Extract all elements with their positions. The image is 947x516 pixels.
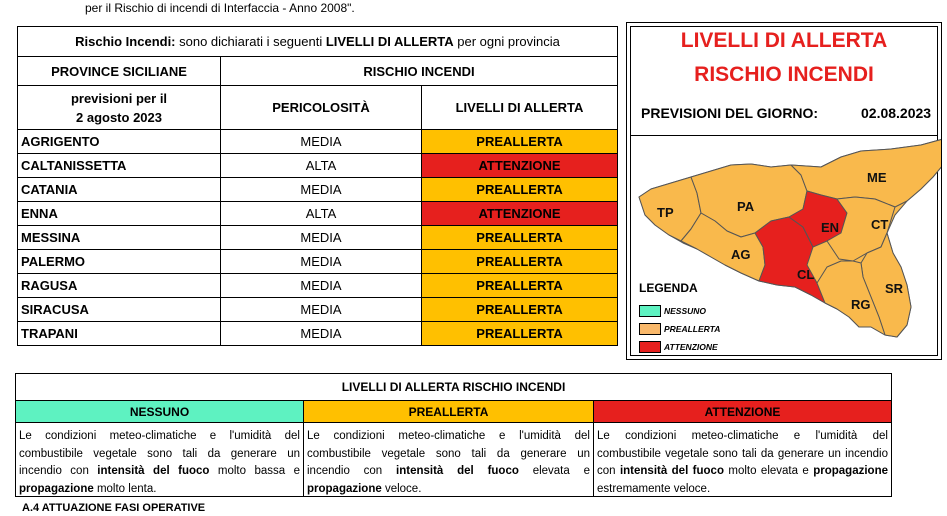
map-label-cl: CL <box>797 267 815 282</box>
desc-attenzione: Le condizioni meteo-climatiche e l'umidità del combustibile vegetale sono tali da generare un incendio con intensità del fuoco molto elevata e propagazione estremamente veloce. <box>597 430 888 495</box>
levels-table-title: LIVELLI DI ALLERTA RISCHIO INCENDI <box>16 374 891 401</box>
danger-cell: ALTA <box>221 202 422 226</box>
map-label-pa: PA <box>737 199 755 214</box>
danger-cell: MEDIA <box>221 298 422 322</box>
danger-cell: ALTA <box>221 154 422 178</box>
header-nessuno: NESSUNO <box>16 401 304 423</box>
map-label-ag: AG <box>731 247 751 262</box>
legend-swatch <box>639 323 661 335</box>
header-preallerta: PREALLERTA <box>304 401 594 423</box>
danger-cell: MEDIA <box>221 226 422 250</box>
table-row <box>18 154 618 178</box>
table-row <box>18 202 618 226</box>
province-cell: SIRACUSA <box>18 298 221 322</box>
alert-summary-panel <box>626 22 942 360</box>
table-row <box>18 130 618 154</box>
province-cell: MESSINA <box>18 226 221 250</box>
panel-divider <box>631 135 937 136</box>
level-cell: PREALLERTA <box>422 322 618 346</box>
level-cell: PREALLERTA <box>422 226 618 250</box>
legend-item-preallerta: PREALLERTA <box>639 323 720 334</box>
intro-text: per il Rischio di incendi di Interfaccia - Anno 2008". <box>85 1 355 15</box>
map-label-tp: TP <box>657 205 674 220</box>
table-row <box>18 298 618 322</box>
danger-cell: MEDIA <box>221 178 422 202</box>
table-row <box>18 250 618 274</box>
danger-cell: MEDIA <box>221 274 422 298</box>
header-livelli: LIVELLI DI ALLERTA <box>422 86 618 130</box>
header-province: PROVINCE SICILIANE <box>18 57 221 86</box>
desc-nessuno: Le condizioni meteo-climatiche e l'umidità del combustibile vegetale sono tali da generare un incendio con intensità del fuoco molto bassa e propagazione molto lenta. <box>16 423 304 496</box>
table-row <box>18 178 618 202</box>
level-cell: ATTENZIONE <box>422 202 618 226</box>
danger-cell: MEDIA <box>221 130 422 154</box>
province-cell: AGRIGENTO <box>18 130 221 154</box>
table-row <box>18 226 618 250</box>
map-label-me: ME <box>867 170 887 185</box>
panel-title-2: RISCHIO INCENDI <box>694 63 874 86</box>
map-label-sr: SR <box>885 281 904 296</box>
forecast-label: PREVISIONI DEL GIORNO: <box>641 105 819 121</box>
danger-cell: MEDIA <box>221 250 422 274</box>
map-label-ct: CT <box>871 217 889 232</box>
province-cell: PALERMO <box>18 250 221 274</box>
level-cell: PREALLERTA <box>422 178 618 202</box>
map-label-en: EN <box>821 220 840 235</box>
province-cell: ENNA <box>18 202 221 226</box>
legend-item-attenzione: ATTENZIONE <box>639 341 718 352</box>
province-cell: CALTANISSETTA <box>18 154 221 178</box>
legend-swatch <box>639 341 661 353</box>
province-cell: RAGUSA <box>18 274 221 298</box>
table-row <box>18 274 618 298</box>
level-cell: PREALLERTA <box>422 130 618 154</box>
legend-item-nessuno: NESSUNO <box>639 305 706 316</box>
forecast-date: 02.08.2023 <box>861 105 932 121</box>
level-cell: PREALLERTA <box>422 274 618 298</box>
table-caption: Rischio Incendi: sono dichiarati i seguenti LIVELLI DI ALLERTA per ogni provincia <box>18 27 618 57</box>
level-cell: ATTENZIONE <box>422 154 618 178</box>
alert-table <box>17 26 618 346</box>
desc-preallerta: Le condizioni meteo-climatiche e l'umidità del combustibile vegetale sono tali da generare un incendio con intensità del fuoco elevata e propagazione veloce. <box>304 423 594 496</box>
legend-title: LEGENDA <box>639 281 698 295</box>
province-cell: CATANIA <box>18 178 221 202</box>
level-cell: PREALLERTA <box>422 298 618 322</box>
table-row <box>18 322 618 346</box>
header-attenzione: ATTENZIONE <box>594 401 891 423</box>
panel-title-1: LIVELLI DI ALLERTA <box>680 29 888 52</box>
header-rischio: RISCHIO INCENDI <box>221 57 618 86</box>
section-heading: A.4 ATTUAZIONE FASI OPERATIVE <box>22 502 206 514</box>
map-label-rg: RG <box>851 297 871 312</box>
levels-description-table <box>15 373 892 497</box>
level-cell: PREALLERTA <box>422 250 618 274</box>
header-pericolosita: PERICOLOSITÀ <box>221 86 422 130</box>
forecast-date-cell: previsioni per il 2 agosto 2023 <box>18 86 221 130</box>
province-cell: TRAPANI <box>18 322 221 346</box>
danger-cell: MEDIA <box>221 322 422 346</box>
legend-swatch <box>639 305 661 317</box>
